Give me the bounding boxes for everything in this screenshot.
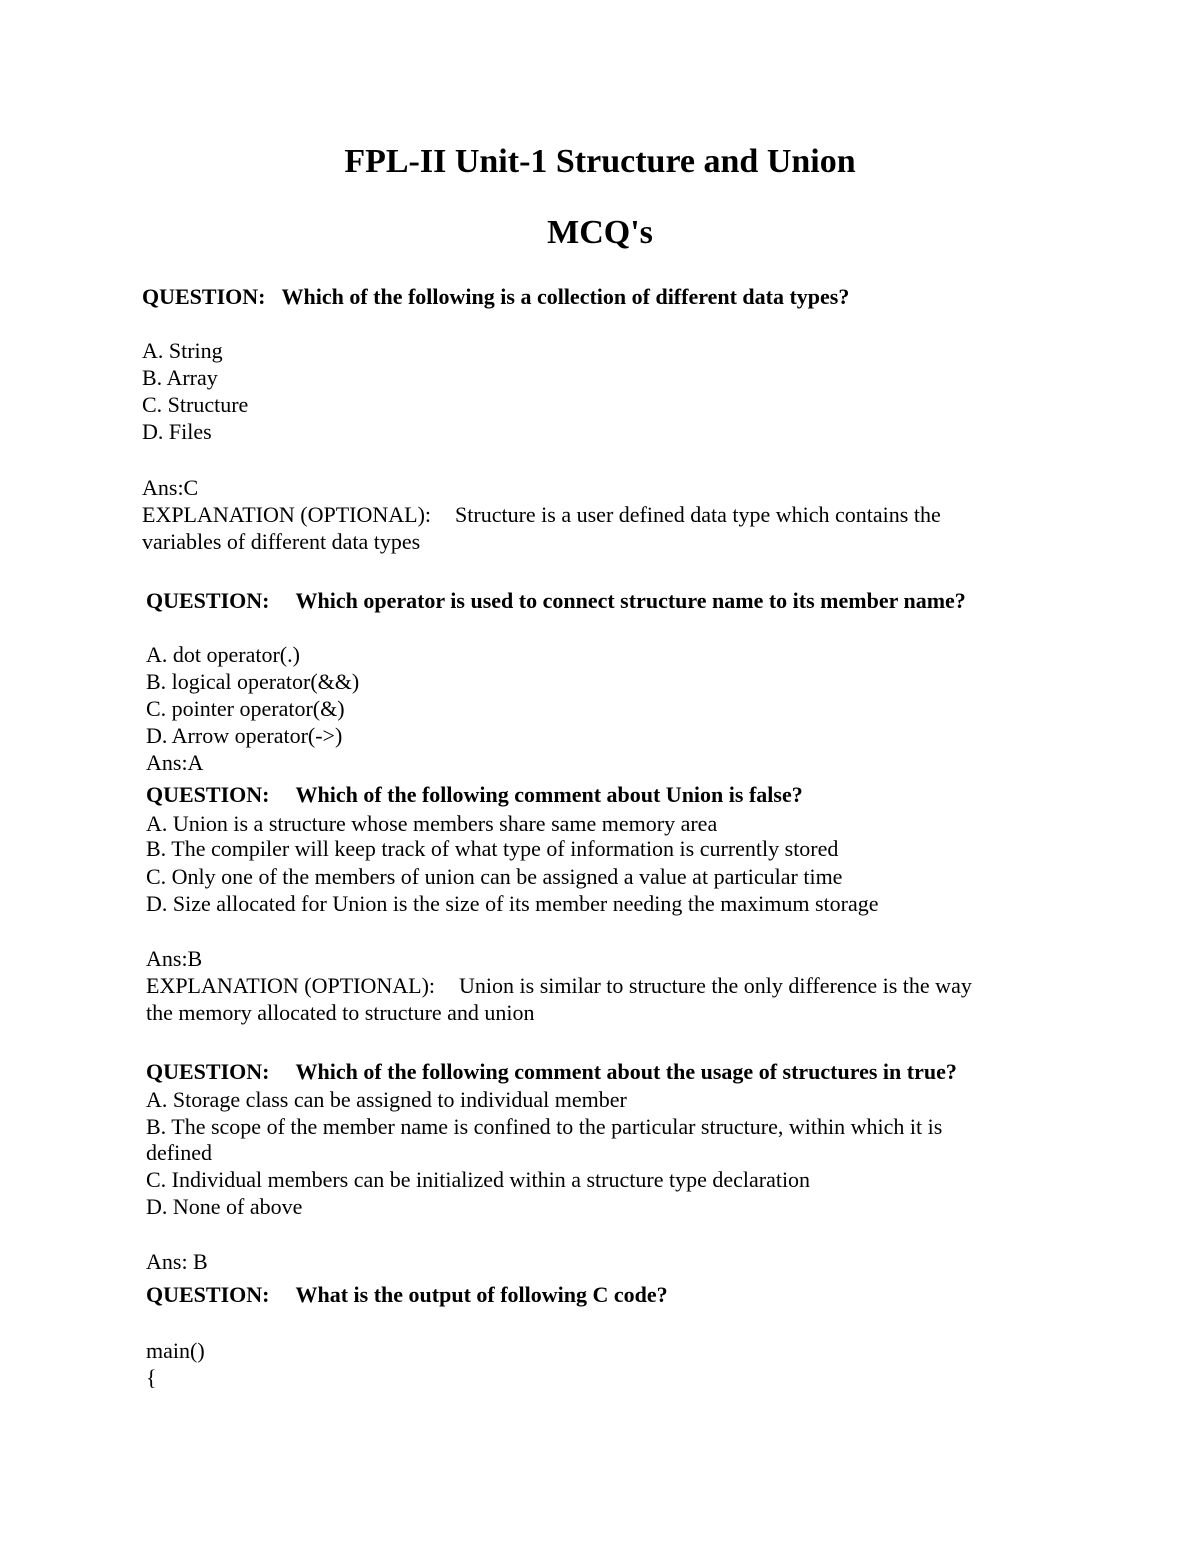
question-5 (146, 1282, 668, 1308)
answer: Ans: B (146, 1249, 208, 1274)
explanation-label: EXPLANATION (OPTIONAL): (142, 502, 432, 527)
option-d: D. Arrow operator(->) (146, 723, 343, 748)
explanation-continued: variables of different data types (142, 529, 421, 554)
question-label: QUESTION: (146, 782, 270, 807)
question-text: What is the output of following C code? (295, 1282, 668, 1307)
explanation-text: Union is similar to structure the only difference is the way (459, 973, 972, 998)
explanation (146, 973, 972, 999)
question-label: QUESTION: (146, 588, 270, 613)
option-b: B. logical operator(&&) (146, 669, 360, 694)
answer: Ans:B (146, 946, 203, 971)
question-text: Which of the following is a collection of different data types? (281, 284, 850, 309)
question-3 (146, 782, 803, 808)
question-2 (146, 588, 966, 614)
option-a: A. String (142, 338, 223, 363)
explanation (142, 502, 941, 528)
option-d: D. Size allocated for Union is the size of its member needing the maximum storage (146, 891, 879, 916)
code-line: { (146, 1365, 157, 1390)
option-b: B. The compiler will keep track of what type of information is currently stored (146, 836, 839, 861)
page-subtitle: MCQ's (547, 214, 653, 251)
option-a: A. Storage class can be assigned to individual member (146, 1087, 627, 1112)
explanation-continued: the memory allocated to structure and union (146, 1000, 535, 1025)
option-d: D. Files (142, 419, 212, 444)
question-1 (142, 284, 849, 310)
question-text: Which of the following comment about Union is false? (295, 782, 803, 807)
question-label: QUESTION: (142, 284, 266, 309)
option-b: B. Array (142, 365, 218, 390)
answer: Ans:C (142, 475, 199, 500)
option-c: C. pointer operator(&) (146, 696, 345, 721)
code-line: main() (146, 1338, 205, 1363)
question-text: Which operator is used to connect structure name to its member name? (295, 588, 966, 613)
explanation-label: EXPLANATION (OPTIONAL): (146, 973, 436, 998)
option-c: C. Only one of the members of union can be assigned a value at particular time (146, 864, 843, 889)
question-label: QUESTION: (146, 1059, 270, 1084)
page-title: FPL-II Unit-1 Structure and Union (344, 143, 856, 180)
answer: Ans:A (146, 750, 204, 775)
option-c: C. Individual members can be initialized within a structure type declaration (146, 1167, 811, 1192)
option-d: D. None of above (146, 1194, 303, 1219)
option-b: B. The scope of the member name is confined to the particular structure, within which it is (146, 1114, 943, 1139)
option-b-continued: defined (146, 1140, 212, 1165)
option-c: C. Structure (142, 392, 249, 417)
option-a: A. Union is a structure whose members share same memory area (146, 811, 718, 836)
question-text: Which of the following comment about the usage of structures in true? (295, 1059, 957, 1084)
question-label: QUESTION: (146, 1282, 270, 1307)
option-a: A. dot operator(.) (146, 642, 300, 667)
question-4 (146, 1059, 957, 1085)
explanation-text: Structure is a user defined data type which contains the (455, 502, 941, 527)
